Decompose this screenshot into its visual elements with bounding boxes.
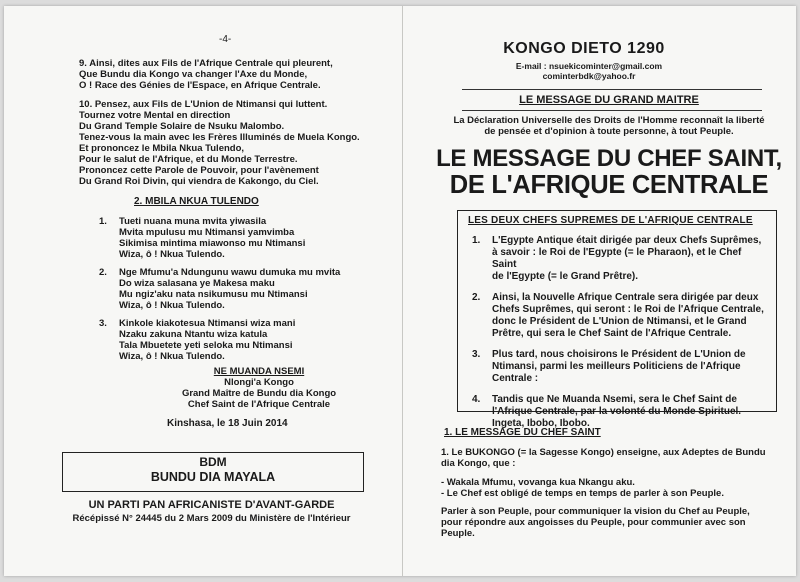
receipt-line: Récépissé N° 24445 du 2 Mars 2009 du Ministère de l'Intérieur — [72, 513, 351, 524]
points-list — [472, 235, 768, 439]
bullet-item: - Le Chef est obligé de temps en temps de parler à son Peuple. — [441, 488, 724, 499]
page-number: -4- — [219, 34, 232, 45]
grand-maitre-heading: LE MESSAGE DU GRAND MAITRE — [519, 94, 699, 106]
point-item: 3. Plus tard, nous choisirons le Président de L'Union de Ntimansi, parmi les meilleurs Politiciens de l'Afrique Centrale : — [472, 349, 746, 384]
signature-block: NE MUANDA NSEMI Nlongi'a Kongo Grand Maître de Bundu dia Kongo Chef Saint de l'Afrique Centrale — [164, 366, 354, 410]
email-block: E-mail : nsuekicominter@gmail.com cominterbdk@yahoo.fr — [515, 61, 663, 81]
verse-item: 2. Nge Mfumu'a Ndungunu wawu dumuka mu mvita Do wiza salasana ye Makesa maku Mu ngiz'aku nata nsikumusu mu Ntimansi Wiza, ô ! Nkua Tulendo. — [99, 267, 341, 311]
signature-name: NE MUANDA NSEMI — [213, 366, 305, 377]
document-sheet — [4, 6, 796, 576]
chefs-box — [457, 210, 777, 429]
verse-list — [99, 216, 389, 369]
page-fold — [402, 6, 403, 576]
paragraph-10: 10. Pensez, aux Fils de L'Union de Ntimansi qui luttent. Tournez votre Mental en direction Du Grand Temple Solaire de Nsuku Malombo. Tenez-vous la main avec les Frères Illuminés de Muela Kongo. Et prononcez le Mbila Nkua Tulendo, Pour le salut de l'Afrique, et du Monde Terrestre. Prononcez cette Parole de Pouvoir, pour l'avènement Du Grand Roi Divin, qui viendra de Kakongo, du Ciel. — [79, 99, 360, 187]
divider-top — [462, 89, 762, 90]
main-title: LE MESSAGE DU CHEF SAINT, DE L'AFRIQUE CENTRALE — [436, 145, 782, 199]
declaration: La Déclaration Universelle des Droits de l'Homme reconnaît la liberté de pensée et d'opinion à toute personne, à tout Peuple. — [453, 115, 765, 137]
header-title: KONGO DIETO 1290 — [503, 40, 665, 57]
verse-item: 1. Tueti nuana muna mvita yiwasila Mvita mpulusu mu Ntimansi yamvimba Sikimisa mintima miawonso mu Ntimansi Wiza, ô ! Nkua Tulendo. — [99, 216, 306, 260]
point-item: 4. Tandis que Ne Muanda Nsemi, sera le Chef Saint de l'Afrique Centrale, par la volonté du Monde Spirituel. Ingeta, Ibobo, Ibobo. — [472, 394, 742, 429]
place-date: Kinshasa, le 18 Juin 2014 — [167, 418, 288, 429]
bullet-item: - Wakala Mfumu, vovanga kua Nkangu aku. — [441, 477, 635, 488]
chefs-heading: LES DEUX CHEFS SUPREMES DE L'AFRIQUE CENTRALE — [468, 215, 753, 226]
point-item: 2. Ainsi, la Nouvelle Afrique Centrale sera dirigée par deux Chefs Suprêmes, qui seront : le Roi de l'Afrique Centrale, donc le Président de L'Union de Ntimansi, et le Grand Prêtre, qui sera le Chef Saint de l'Afrique Centrale. — [472, 292, 764, 339]
paragraph-9: 9. Ainsi, dites aux Fils de l'Afrique Centrale qui pleurent, Que Bundu dia Kongo va changer l'Axe du Monde, O ! Race des Génies de l'Espace, en Afrique Centrale. — [79, 58, 333, 91]
section-title-mbila: 2. MBILA NKUA TULENDO — [134, 196, 259, 207]
divider-mid — [462, 110, 762, 111]
verse-item: 3. Kinkole kiakotesua Ntimansi wiza mani Nzaku zakuna Ntantu wiza katula Tala Mbuetete yeti seloka mu Ntimansi Wiza, ô ! Nkua Tulendo. — [99, 318, 296, 362]
point-item: 1. L'Egypte Antique était dirigée par deux Chefs Suprêmes, à savoir : le Roi de l'Egypte (= le Pharaon), et le Chef Saint de l'Egypte (= le Grand Prêtre). — [472, 235, 762, 282]
bdm-box: BDM BUNDU DIA MAYALA — [62, 452, 364, 492]
closing-paragraph: Parler à son Peuple, pour communiquer la vision du Chef au Peuple, pour répondre aux angoisses du Peuple, pour communier avec son Peuple. — [441, 506, 750, 539]
party-slogan: UN PARTI PAN AFRICANISTE D'AVANT-GARDE — [88, 499, 335, 511]
section-1-heading: 1. LE MESSAGE DU CHEF SAINT — [444, 427, 601, 438]
bullet-list — [441, 477, 786, 499]
bukongo-paragraph: 1. Le BUKONGO (= la Sagesse Kongo) enseigne, aux Adeptes de Bundu dia Kongo, que : — [441, 447, 766, 469]
